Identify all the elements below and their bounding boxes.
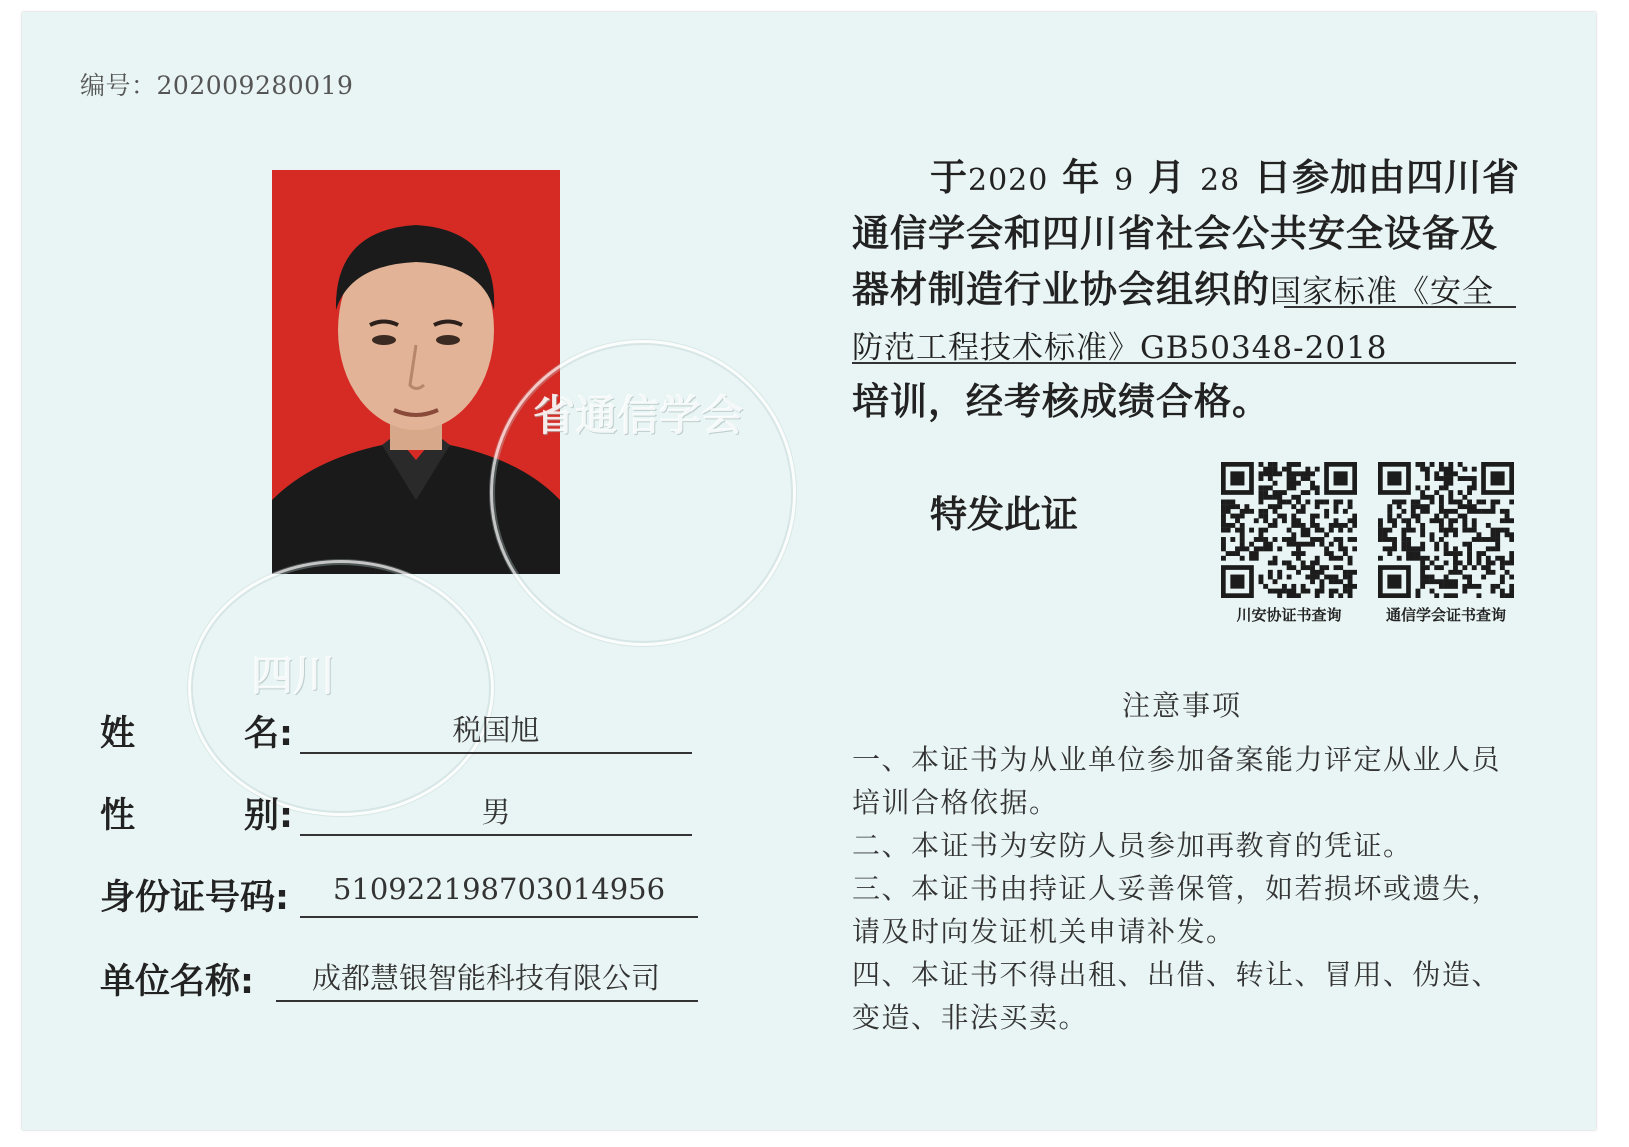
gender-label-1: 性 bbox=[100, 796, 136, 836]
name-underline bbox=[300, 752, 692, 754]
company-value: 成都慧银智能科技有限公司 bbox=[311, 961, 660, 995]
gender-underline bbox=[300, 834, 692, 836]
course-title-part-2: 防范工程技术标准》GB50348-2018 bbox=[852, 330, 1388, 366]
company-underline bbox=[276, 1000, 698, 1002]
note-item: 三、本证书由持证人妥善保管，如若损坏或遗失，请及时向发证机关申请补发。 bbox=[852, 872, 1502, 948]
certificate-number-label: 编号： bbox=[80, 71, 157, 100]
certificate-number bbox=[80, 66, 353, 102]
company-label: 单位名称: bbox=[100, 962, 254, 1002]
qr-code-icon bbox=[1221, 462, 1357, 602]
note-item: 四、本证书不得出租、出借、转让、冒用、伪造、变造、非法买卖。 bbox=[852, 958, 1502, 1034]
gender-value: 男 bbox=[481, 795, 511, 829]
qr-code-icon bbox=[1378, 462, 1514, 602]
qr-caption-1: 川安协证书查询 bbox=[1236, 606, 1342, 624]
statement-line-5: 培训，经考核成绩合格。 bbox=[852, 380, 1270, 423]
notes-title: 注意事项 bbox=[1122, 689, 1243, 722]
note-item: 二、本证书为安防人员参加再教育的凭证。 bbox=[852, 829, 1413, 862]
seal-text-secondary: 四川 bbox=[251, 651, 336, 700]
name-label-2: 名: bbox=[244, 714, 293, 754]
issue-text: 特发此证 bbox=[930, 493, 1078, 536]
course-underline-1 bbox=[1284, 306, 1516, 308]
qr-caption-2: 通信学会证书查询 bbox=[1385, 606, 1506, 624]
gender-label-2: 别: bbox=[244, 796, 293, 836]
holder-photo bbox=[272, 170, 560, 574]
id-number-underline bbox=[300, 916, 698, 918]
statement-line-3: 器材制造行业协会组织的国家标准《安全 bbox=[852, 268, 1494, 311]
note-item: 一、本证书为从业单位参加备案能力评定从业人员培训合格依据。 bbox=[852, 743, 1502, 819]
statement-line-4 bbox=[852, 318, 1388, 376]
name-value: 税国旭 bbox=[452, 713, 540, 747]
statement-line-2: 通信学会和四川省社会公共安全设备及 bbox=[852, 212, 1498, 255]
id-number-label: 身份证号码: bbox=[100, 878, 289, 918]
id-number-value: 510922198703014956 bbox=[332, 872, 666, 906]
course-title-part-1: 国家标准《安全 bbox=[1270, 274, 1494, 310]
name-label-1: 姓 bbox=[100, 714, 136, 754]
notes-list bbox=[852, 738, 1512, 1039]
seal-text: 省通信学会 bbox=[533, 391, 744, 440]
statement-line-1: 于2020 年 9 月 28 日参加由四川省 bbox=[930, 156, 1521, 199]
course-underline-2 bbox=[852, 362, 1516, 364]
certificate-number-value: 202009280019 bbox=[156, 71, 354, 100]
